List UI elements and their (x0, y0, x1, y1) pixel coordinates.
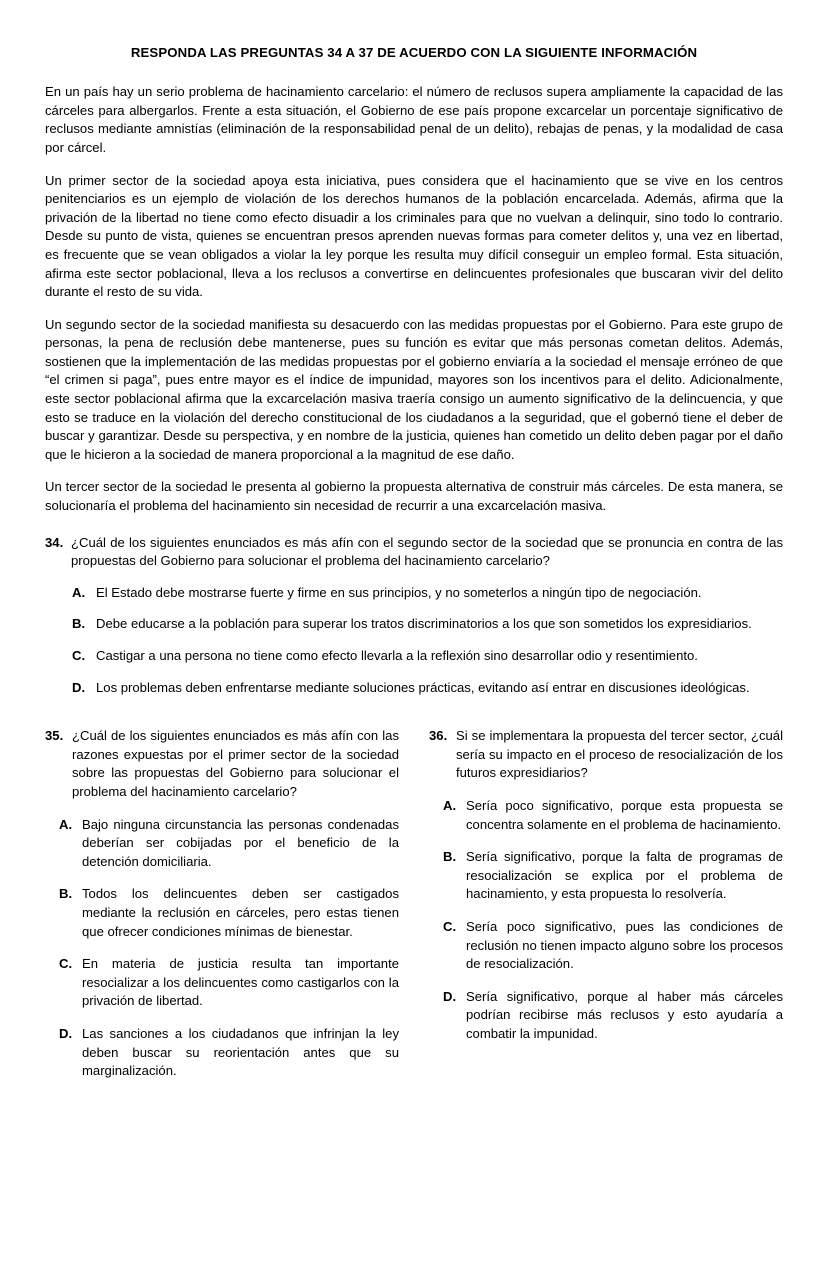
page-title: RESPONDA LAS PREGUNTAS 34 A 37 DE ACUERDO CON LA SIGUIENTE INFORMACIÓN (130, 45, 698, 60)
question-34-option-c[interactable] (45, 647, 783, 666)
option-text: Sería poco significativo, porque esta propuesta se concentra solamente en el problema de hacinamiento. (466, 797, 783, 832)
question-36-text: Si se implementara la propuesta del tercer sector, ¿cuál sería su impacto en el proceso de resocialización de los futuros expresidiarios? (456, 728, 783, 781)
question-34-text: ¿Cuál de los siguientes enunciados es más afín con el segundo sector de la sociedad que se pronuncia en contra de las propuestas del Gobierno para solucionar el problema del hacinamiento carcelario? (71, 534, 783, 569)
question-36-option-d[interactable] (429, 988, 783, 1044)
question-35 (45, 727, 399, 801)
option-letter: B. (59, 886, 73, 902)
question-35-number: 35. (45, 728, 64, 744)
question-36-options (429, 797, 783, 1044)
option-text: Las sanciones a los ciudadanos que infrinjan la ley deben buscar su reorientación antes que su marginalización. (82, 1025, 399, 1079)
passage-paragraph-4: Un tercer sector de la sociedad le presenta al gobierno la propuesta alternativa de construir más cárceles. De esta manera, se solucionaría el problema del hacinamiento sin necesidad de recurrir a una excarcelación masiva. (45, 479, 783, 514)
option-letter: C. (443, 918, 457, 934)
option-letter: A. (59, 816, 73, 832)
option-text: Sería poco significativo, pues las condiciones de reclusión no tienen impacto alguno sobre los procesos de resocialización. (466, 918, 783, 972)
option-letter: D. (72, 679, 86, 695)
question-36-option-a[interactable] (429, 797, 783, 834)
question-35-option-d[interactable] (45, 1025, 399, 1081)
question-35-option-b[interactable] (45, 885, 399, 941)
question-34-options (45, 584, 783, 697)
question-35-option-a[interactable] (45, 816, 399, 872)
option-letter: B. (443, 849, 457, 865)
option-text: En materia de justicia resulta tan importante resocializar a los delincuentes como castigarlos con la privación de libertad. (82, 956, 399, 1009)
question-34 (45, 534, 783, 571)
option-letter: C. (59, 956, 73, 972)
option-text: El Estado debe mostrarse fuerte y firme en sus principios, y no someterlos a ningún tipo de negociación. (96, 584, 702, 600)
question-34-number: 34. (45, 534, 64, 550)
option-letter: D. (59, 1025, 73, 1041)
question-34-option-b[interactable] (45, 615, 783, 634)
option-text: Sería significativo, porque al haber más cárceles podrían recibirse más reclusos y esto ayudaría a combatir la impunidad. (466, 988, 783, 1041)
question-36-option-c[interactable] (429, 918, 783, 974)
question-36-option-b[interactable] (429, 848, 783, 904)
question-36-number: 36. (429, 728, 448, 744)
column-left (45, 727, 399, 1081)
option-text: Sería significativo, porque la falta de programas de resocialización se explica por el problema de hacinamiento, y esta propuesta lo resolvería. (466, 849, 783, 902)
question-35-options (45, 816, 399, 1081)
option-letter: B. (72, 616, 86, 632)
question-36 (429, 727, 783, 783)
option-letter: D. (443, 988, 457, 1004)
option-text: Castigar a una persona no tiene como efecto llevarla a la reflexión sino desarrollar odio y resentimiento. (96, 648, 698, 663)
passage-paragraph-3: Un segundo sector de la sociedad manifiesta su desacuerdo con las medidas propuestas por el Gobierno. Para este grupo de personas, la pena de reclusión debe mantenerse, pues su función es evitar que más personas cometan delitos. Además, sostienen que la implementación de las medidas propuestas por el gobierno enviaría a la sociedad el mensaje erróneo de que “el crimen si paga”, pues entre mayor es el índice de impunidad, mayores son los incentivos para el delito. Adicionalmente, este sector poblacional afirma que la excarcelación masiva traería consigo un aumento significativo de la delincuencia, y que esto se traduce en la violación del derecho constitucional de los ciudadanos a la seguridad, que el gobernó tiene el deber de buscar y garantizar. Desde su perspectiva, y en nombre de la justicia, quienes han cometido un delito deben pagar por el daño que le hicieron a la sociedad de manera proporcional a la magnitud de ese daño. (45, 316, 783, 462)
option-letter: C. (72, 648, 86, 663)
option-text: Debe educarse a la población para superar los tratos discriminatorios a los que son sometidos los expresidiarios. (96, 616, 752, 632)
question-34-option-a[interactable] (45, 584, 783, 603)
option-text: Los problemas deben enfrentarse mediante soluciones prácticas, evitando así entrar en discusiones ideológicas. (96, 679, 750, 695)
option-letter: A. (443, 797, 457, 813)
option-letter: A. (72, 584, 86, 600)
question-35-text: ¿Cuál de los siguientes enunciados es más afín con las razones expuestas por el primer sector de la sociedad sobre las propuestas del Gobierno para solucionar el problema del hacinamiento carcelario? (72, 728, 399, 799)
question-35-option-c[interactable] (45, 955, 399, 1011)
two-column-question-area (45, 727, 783, 1081)
column-right (429, 727, 783, 1081)
option-text: Bajo ninguna circunstancia las personas condenadas deberían ser cobijadas por el beneficio de la detención domiciliaria. (82, 816, 399, 869)
passage-paragraph-1: En un país hay un serio problema de hacinamiento carcelario: el número de reclusos supera ampliamente la capacidad de las cárceles para albergarlos. Frente a esta situación, el Gobierno de ese país propone excarcelar un porcentaje significativo de reclusos mediante amnistías (eliminación de la responsabilidad penal de un delito), rebajas de penas, y la modalidad de casa por cárcel. (45, 84, 783, 155)
passage-paragraph-2: Un primer sector de la sociedad apoya esta iniciativa, pues considera que el hacinamiento que se vive en los centros penitenciarios es un ejemplo de violación de los derechos humanos de la población encarcelada. Además, afirma que la privación de la libertad no tiene como efecto disuadir a los criminales para que no vuelvan a delinquir, sino todo lo contrario. Desde su punto de vista, quienes se encuentran presos aprenden nuevas formas para cometer delitos y, una vez en libertad, es frecuente que se vean obligados a violar la ley porque les resulta muy difícil conseguir un empleo formal. Esta situación, afirma este sector poblacional, lleva a los reclusos a convertirse en delincuentes profesionales que buscaran vivir del delito durante el resto de su vida. (45, 172, 783, 300)
option-text: Todos los delincuentes deben ser castigados mediante la reclusión en cárceles, pero estas tienen que ofrecer condiciones mínimas de bienestar. (82, 886, 399, 939)
question-34-option-d[interactable] (45, 679, 783, 698)
